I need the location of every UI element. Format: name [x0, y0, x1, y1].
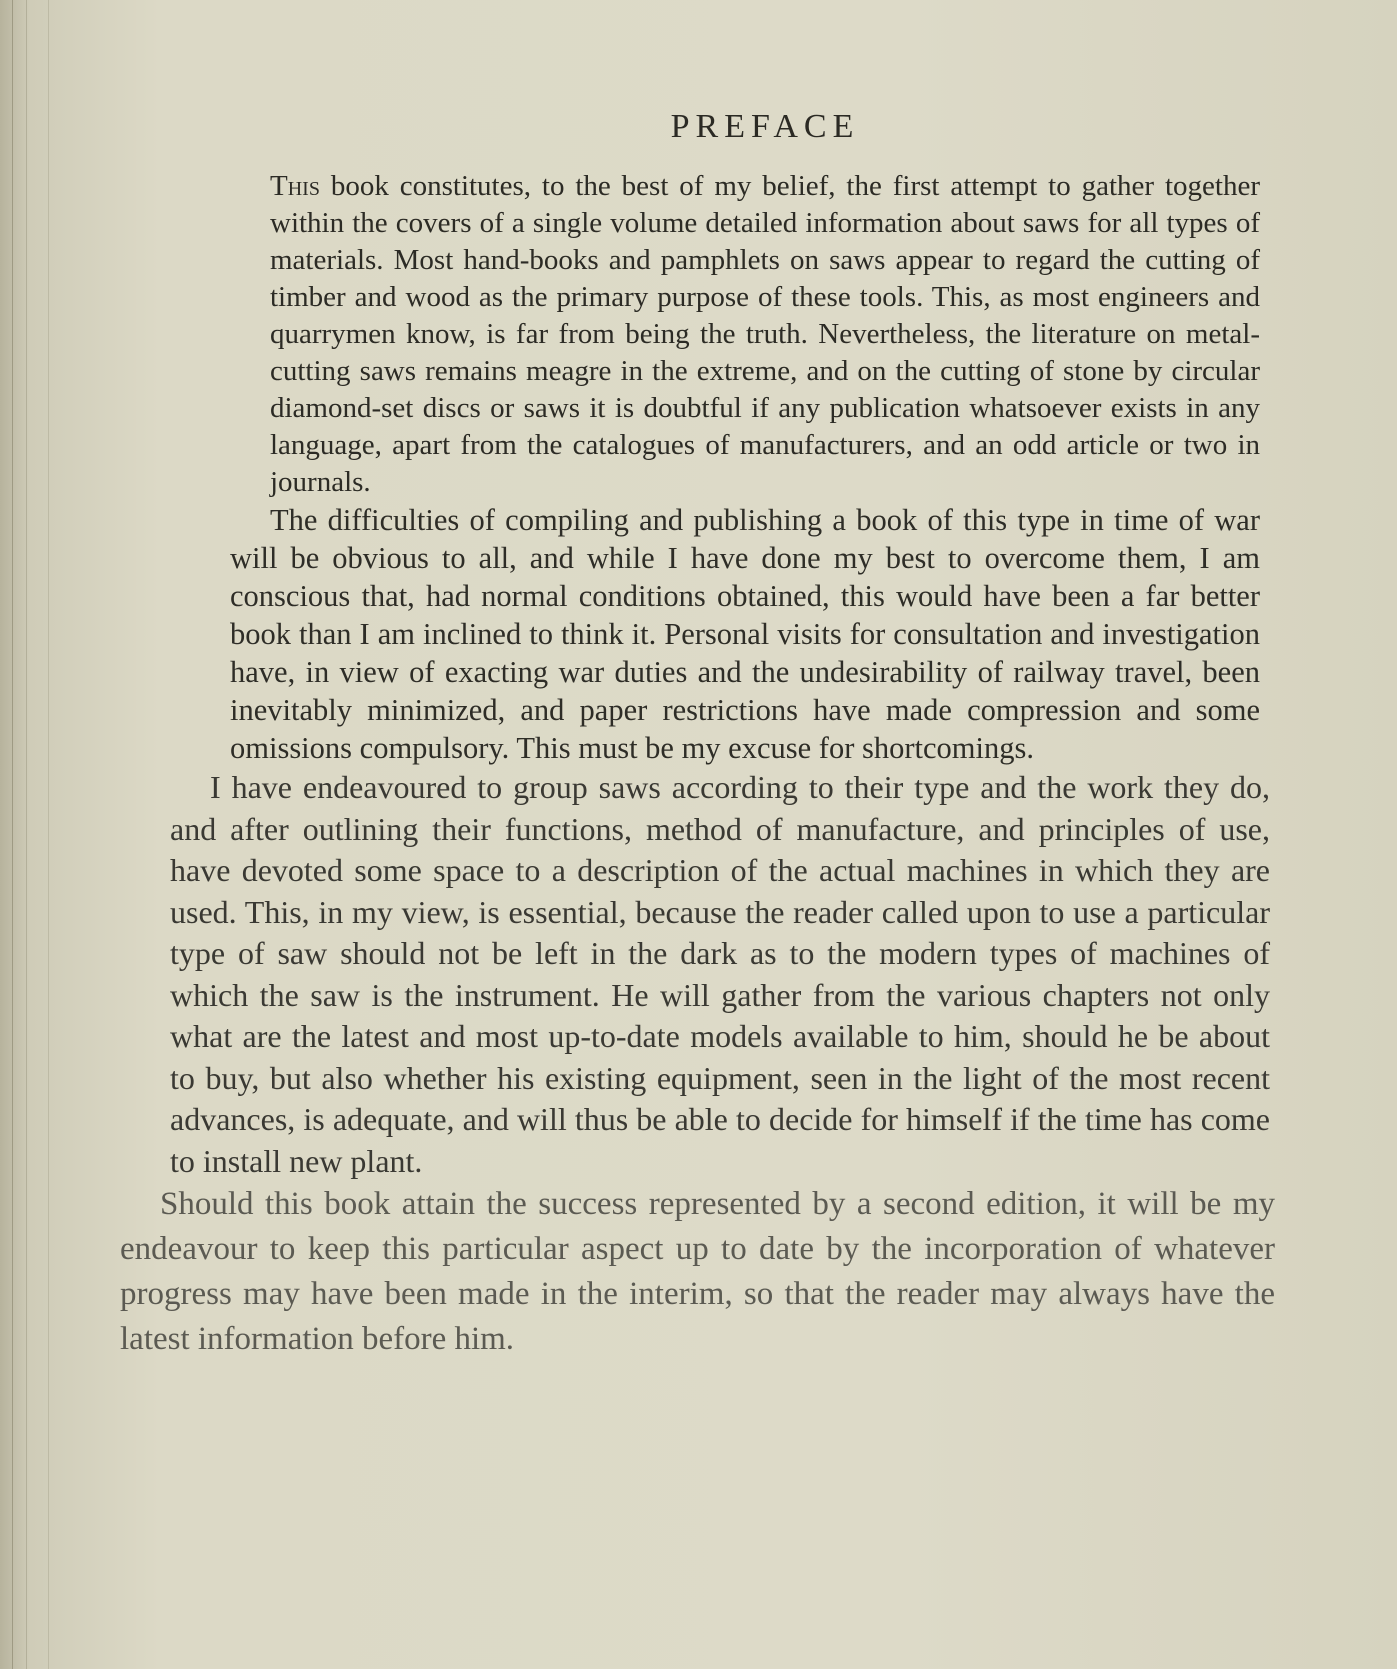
preface-body [120, 168, 1275, 1362]
paragraph-2: The difficulties of compiling and publishing a book of this type in time of war will be obvious to all, and while I have done my best to overcome them, I am conscious that, had normal conditions obtained, this would have been a far better book than I am inclined to think it. Personal visits for consultation and investigation have, in view of exacting war duties and the undesirability of railway travel, been inevitably minimized, and paper restrictions have made compression and some omissions compulsory. This must be my excuse for shortcomings. [230, 503, 1260, 765]
page-edge-line [48, 0, 49, 1669]
paragraph-1 [270, 168, 1260, 501]
page-edge-line [12, 0, 13, 1669]
paragraph-3: I have endeavoured to group saws according to their type and the work they do, and after outlining their functions, method of manufacture, and principles of use, have devoted some space to a description of the actual machines in which they are used. This, in my view, is essential, because the reader called upon to use a particular type of saw should not be left in the dark as to the modern types of machines of which the saw is the instrument. He will gather from the various chapters not only what are the latest and most up-to-date models available to him, should he be about to buy, but also whether his existing equipment, seen in the light of the most recent advances, is adequate, and will thus be able to decide for himself if the time has come to install new plant. [170, 769, 1270, 1179]
paragraph-text: book constitutes, to the best of my belief, the first attempt to gather together within the covers of a single volume detailed information about saws for all types of materials. Most hand-books and pamphlets on saws appear to regard the cutting of timber and wood as the primary purpose of these tools. This, as most engineers and quarrymen know, is far from being the truth. Nevertheless, the literature on metal-cutting saws remains meagre in the extreme, and on the cutting of stone by circular diamond-set discs or saws it is doubtful if any publication whatsoever exists in any language, apart from the catalogues of manufacturers, and an odd article or two in journals. [270, 170, 1260, 498]
paragraph-lead-word: This [270, 170, 320, 202]
page-edge-line [26, 0, 27, 1669]
paragraph-4: Should this book attain the success represented by a second edition, it will be my endeavour to keep this particular aspect up to date by the incorporation of whatever progress may have been made in the interim, so that the reader may always have the latest information before him. [120, 1186, 1275, 1357]
page-title: PREFACE [670, 108, 860, 145]
